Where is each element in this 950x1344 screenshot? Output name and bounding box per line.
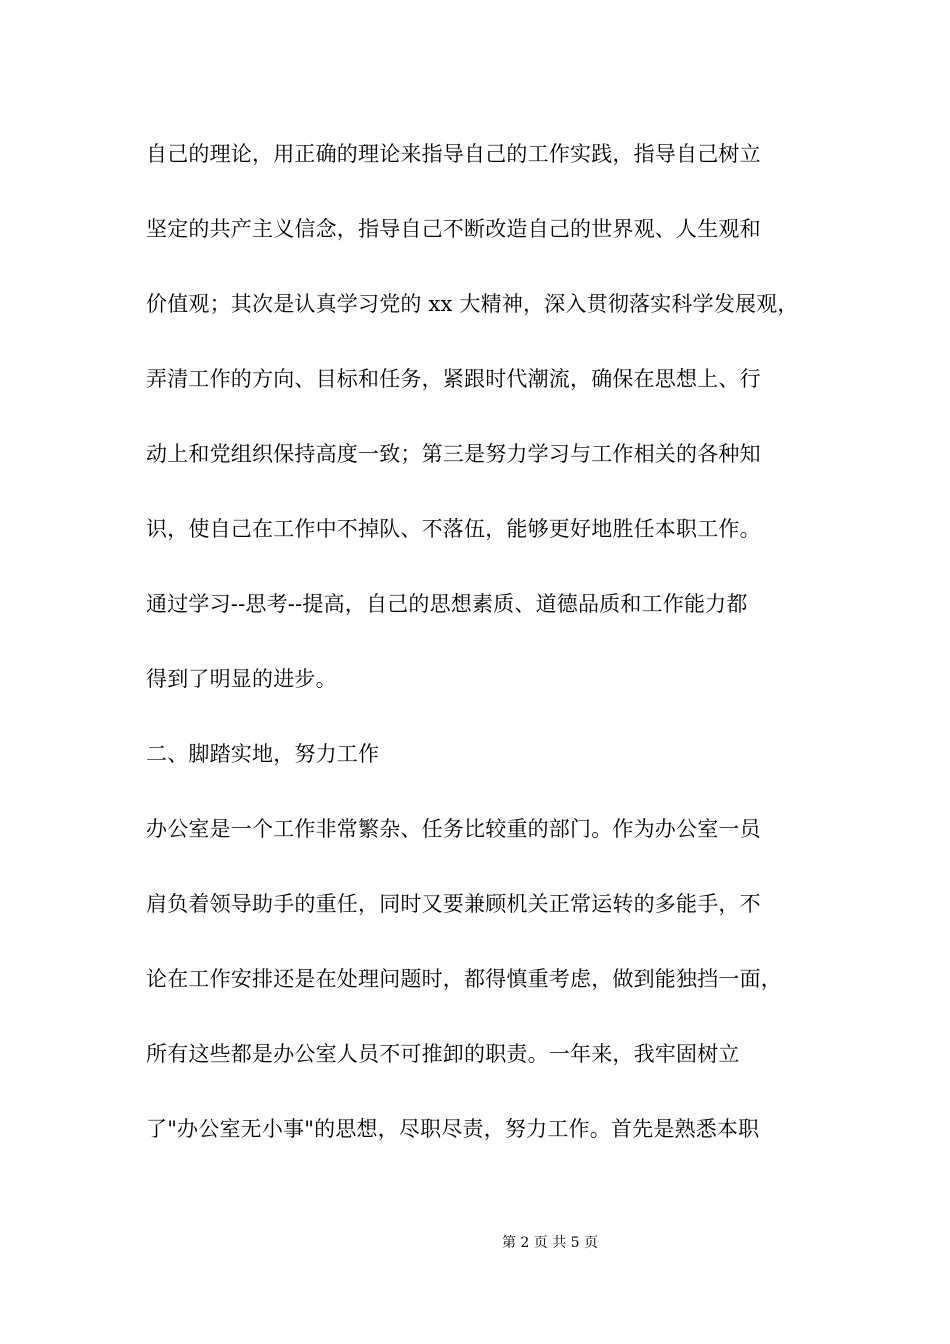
section-heading: 二、脚踏实地，努力工作 — [146, 742, 380, 766]
text-line: 自己的理论，用正确的理论来指导自己的工作实践，指导自己树立 — [146, 142, 761, 166]
text-line: 肩负着领导助手的重任，同时又要兼顾机关正常运转的多能手，不 — [146, 892, 761, 916]
text-line: 论在工作安排还是在处理问题时，都得慎重考虑，做到能独挡一面， — [146, 967, 782, 991]
text-line: 识，使自己在工作中不掉队、不落伍，能够更好地胜任本职工作。 — [146, 517, 761, 541]
text-line: 动上和党组织保持高度一致；第三是努力学习与工作相关的各种知 — [146, 442, 761, 466]
text-line: 通过学习--思考--提高，自己的思想素质、道德品质和工作能力都 — [146, 592, 748, 616]
text-line: 了"办公室无小事"的思想，尽职尽责，努力工作。首先是熟悉本职 — [146, 1117, 760, 1141]
text-line: 得到了明显的进步。 — [146, 667, 337, 691]
text-line: 弄清工作的方向、目标和任务，紧跟时代潮流，确保在思想上、行 — [146, 367, 761, 391]
page-number-footer: 第 2 页 共 5 页 — [501, 1235, 599, 1251]
document-body — [146, 134, 846, 1184]
text-line: 价值观；其次是认真学习党的 xx 大精神，深入贯彻落实科学发展观， — [146, 292, 799, 316]
text-line: 坚定的共产主义信念，指导自己不断改造自己的世界观、人生观和 — [146, 217, 761, 241]
text-line: 办公室是一个工作非常繁杂、任务比较重的部门。作为办公室一员 — [146, 817, 761, 841]
text-line: 所有这些都是办公室人员不可推卸的职责。一年来，我牢固树立 — [146, 1042, 740, 1066]
